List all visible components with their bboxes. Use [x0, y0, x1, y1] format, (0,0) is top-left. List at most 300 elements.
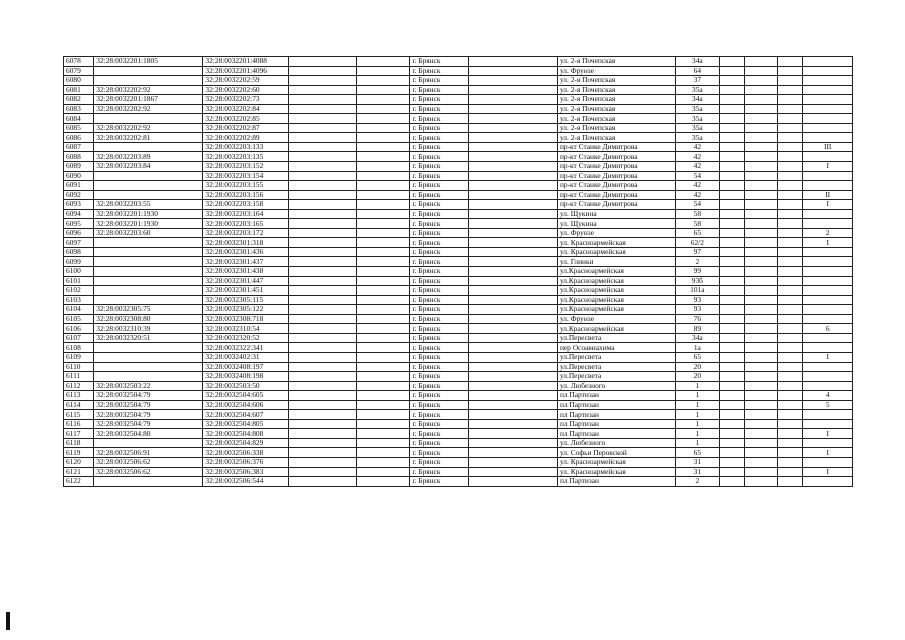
parcel-cadastral-number-cell: 32:28:0032305:75 — [94, 305, 203, 315]
apartment-cell — [803, 114, 853, 124]
empty-cell — [469, 276, 558, 286]
empty-cell — [289, 209, 357, 219]
street-cell: ул.Красноармейская — [557, 324, 675, 334]
table-row — [64, 257, 853, 267]
empty-cell — [356, 257, 410, 267]
empty-cell — [356, 66, 410, 76]
empty-cell — [289, 429, 357, 439]
empty-cell — [289, 219, 357, 229]
parcel-cadastral-number-cell — [94, 76, 203, 86]
table-row — [64, 457, 853, 467]
empty-cell — [289, 114, 357, 124]
empty-cell — [356, 85, 410, 95]
row-number-cell: 6086 — [64, 133, 94, 143]
apartment-cell — [803, 247, 853, 257]
empty-cell — [719, 314, 744, 324]
parcel-cadastral-number-cell: 32:28:0032201:1867 — [94, 95, 203, 105]
house-number-cell: 99 — [676, 267, 719, 277]
apartment-cell — [803, 85, 853, 95]
empty-cell — [469, 410, 558, 420]
street-cell: ул.Красноармейская — [557, 305, 675, 315]
table-row — [64, 209, 853, 219]
street-cell: ул. Красноармейская — [557, 247, 675, 257]
table-row — [64, 247, 853, 257]
row-number-cell: 6082 — [64, 95, 94, 105]
empty-cell — [778, 181, 803, 191]
row-number-cell: 6108 — [64, 343, 94, 353]
street-cell: ул. 2-я Почепская — [557, 104, 675, 114]
table-row — [64, 57, 853, 67]
empty-cell — [778, 66, 803, 76]
empty-cell — [469, 190, 558, 200]
object-cadastral-number-cell: 32:28:0032201:4096 — [203, 66, 289, 76]
table-row — [64, 66, 853, 76]
city-cell: г. Брянск — [410, 448, 469, 458]
empty-cell — [778, 114, 803, 124]
city-cell: г. Брянск — [410, 171, 469, 181]
empty-cell — [778, 362, 803, 372]
house-number-cell: 42 — [676, 152, 719, 162]
parcel-cadastral-number-cell: 32:28:0032506:91 — [94, 448, 203, 458]
object-cadastral-number-cell: 32:28:0032506:338 — [203, 448, 289, 458]
object-cadastral-number-cell: 32:28:0032506:383 — [203, 467, 289, 477]
object-cadastral-number-cell: 32:28:0032402:31 — [203, 352, 289, 362]
apartment-cell — [803, 209, 853, 219]
empty-cell — [778, 295, 803, 305]
parcel-cadastral-number-cell: 32:28:0032504:79 — [94, 400, 203, 410]
object-cadastral-number-cell: 32:28:0032301:451 — [203, 286, 289, 296]
empty-cell — [744, 85, 777, 95]
street-cell: ул. 2-я Почепская — [557, 57, 675, 67]
parcel-cadastral-number-cell — [94, 181, 203, 191]
empty-cell — [719, 114, 744, 124]
empty-cell — [778, 152, 803, 162]
empty-cell — [744, 343, 777, 353]
empty-cell — [289, 200, 357, 210]
empty-cell — [356, 276, 410, 286]
empty-cell — [744, 152, 777, 162]
table-row — [64, 467, 853, 477]
table-row — [64, 95, 853, 105]
empty-cell — [744, 410, 777, 420]
empty-cell — [744, 267, 777, 277]
empty-cell — [469, 257, 558, 267]
object-cadastral-number-cell: 32:28:0032202:84 — [203, 104, 289, 114]
empty-cell — [469, 438, 558, 448]
empty-cell — [289, 286, 357, 296]
parcel-cadastral-number-cell: 32:28:0032320:51 — [94, 333, 203, 343]
row-number-cell: 6116 — [64, 419, 94, 429]
empty-cell — [356, 267, 410, 277]
house-number-cell: 54 — [676, 200, 719, 210]
empty-cell — [469, 104, 558, 114]
table-row — [64, 352, 853, 362]
row-number-cell: 6100 — [64, 267, 94, 277]
house-number-cell: 64 — [676, 66, 719, 76]
house-number-cell: 1 — [676, 391, 719, 401]
empty-cell — [469, 238, 558, 248]
row-number-cell: 6121 — [64, 467, 94, 477]
empty-cell — [719, 200, 744, 210]
city-cell: г. Брянск — [410, 295, 469, 305]
table-row — [64, 324, 853, 334]
table-row — [64, 181, 853, 191]
empty-cell — [289, 438, 357, 448]
row-number-cell: 6117 — [64, 429, 94, 439]
empty-cell — [719, 295, 744, 305]
empty-cell — [778, 343, 803, 353]
empty-cell — [356, 57, 410, 67]
city-cell: г. Брянск — [410, 286, 469, 296]
parcel-cadastral-number-cell: 32:28:0032201:1930 — [94, 209, 203, 219]
row-number-cell: 6088 — [64, 152, 94, 162]
street-cell: ул.Пересвета — [557, 352, 675, 362]
empty-cell — [744, 467, 777, 477]
apartment-cell: I — [803, 429, 853, 439]
city-cell: г. Брянск — [410, 85, 469, 95]
city-cell: г. Брянск — [410, 76, 469, 86]
empty-cell — [289, 467, 357, 477]
empty-cell — [289, 477, 357, 487]
empty-cell — [778, 381, 803, 391]
empty-cell — [778, 104, 803, 114]
street-cell: пл Партизан — [557, 410, 675, 420]
object-cadastral-number-cell: 32:28:0032506:544 — [203, 477, 289, 487]
empty-cell — [356, 162, 410, 172]
apartment-cell — [803, 57, 853, 67]
table-row — [64, 362, 853, 372]
empty-cell — [744, 228, 777, 238]
object-cadastral-number-cell: 32:28:0032301:437 — [203, 257, 289, 267]
empty-cell — [719, 448, 744, 458]
table-row — [64, 238, 853, 248]
parcel-cadastral-number-cell: 32:28:0032503:22 — [94, 381, 203, 391]
empty-cell — [289, 76, 357, 86]
city-cell: г. Брянск — [410, 419, 469, 429]
parcel-cadastral-number-cell: 32:28:0032203:55 — [94, 200, 203, 210]
row-number-cell: 6096 — [64, 228, 94, 238]
empty-cell — [289, 228, 357, 238]
house-number-cell: 1 — [676, 438, 719, 448]
empty-cell — [289, 181, 357, 191]
street-cell: пр-кт Станке Димитрова — [557, 152, 675, 162]
row-number-cell: 6079 — [64, 66, 94, 76]
empty-cell — [356, 123, 410, 133]
empty-cell — [778, 267, 803, 277]
row-number-cell: 6083 — [64, 104, 94, 114]
empty-cell — [469, 391, 558, 401]
empty-cell — [289, 123, 357, 133]
city-cell: г. Брянск — [410, 372, 469, 382]
empty-cell — [778, 286, 803, 296]
house-number-cell: 42 — [676, 181, 719, 191]
street-cell: ул. Любезного — [557, 381, 675, 391]
empty-cell — [469, 133, 558, 143]
street-cell: пр-кт Станке Димитрова — [557, 162, 675, 172]
house-number-cell: 65 — [676, 448, 719, 458]
empty-cell — [469, 66, 558, 76]
apartment-cell — [803, 133, 853, 143]
street-cell: пр-кт Станке Димитрова — [557, 171, 675, 181]
apartment-cell: II — [803, 190, 853, 200]
object-cadastral-number-cell: 32:28:0032203:156 — [203, 190, 289, 200]
street-cell: пл Партизан — [557, 429, 675, 439]
empty-cell — [719, 142, 744, 152]
table-row — [64, 438, 853, 448]
apartment-cell — [803, 95, 853, 105]
table-row — [64, 305, 853, 315]
apartment-cell — [803, 295, 853, 305]
empty-cell — [744, 391, 777, 401]
empty-cell — [744, 419, 777, 429]
parcel-cadastral-number-cell: 32:28:0032504:80 — [94, 429, 203, 439]
table-row — [64, 85, 853, 95]
empty-cell — [744, 429, 777, 439]
street-cell: ул.Пересвета — [557, 333, 675, 343]
empty-cell — [289, 85, 357, 95]
empty-cell — [744, 123, 777, 133]
parcel-cadastral-number-cell — [94, 343, 203, 353]
parcel-cadastral-number-cell — [94, 238, 203, 248]
empty-cell — [356, 228, 410, 238]
parcel-cadastral-number-cell: 32:28:0032202:92 — [94, 104, 203, 114]
empty-cell — [719, 85, 744, 95]
city-cell: г. Брянск — [410, 362, 469, 372]
row-number-cell: 6112 — [64, 381, 94, 391]
empty-cell — [719, 286, 744, 296]
house-number-cell: 1 — [676, 410, 719, 420]
parcel-cadastral-number-cell — [94, 247, 203, 257]
city-cell: г. Брянск — [410, 57, 469, 67]
house-number-cell: 34а — [676, 333, 719, 343]
apartment-cell — [803, 66, 853, 76]
empty-cell — [778, 57, 803, 67]
row-number-cell: 6119 — [64, 448, 94, 458]
table-row — [64, 372, 853, 382]
empty-cell — [778, 257, 803, 267]
empty-cell — [778, 142, 803, 152]
empty-cell — [719, 219, 744, 229]
table-row — [64, 333, 853, 343]
parcel-cadastral-number-cell: 32:28:0032504:79 — [94, 410, 203, 420]
empty-cell — [744, 324, 777, 334]
empty-cell — [744, 438, 777, 448]
apartment-cell: 2 — [803, 228, 853, 238]
empty-cell — [356, 219, 410, 229]
city-cell: г. Брянск — [410, 162, 469, 172]
city-cell: г. Брянск — [410, 257, 469, 267]
empty-cell — [719, 181, 744, 191]
empty-cell — [719, 267, 744, 277]
row-number-cell: 6092 — [64, 190, 94, 200]
city-cell: г. Брянск — [410, 314, 469, 324]
house-number-cell: 20 — [676, 362, 719, 372]
empty-cell — [469, 457, 558, 467]
empty-cell — [469, 343, 558, 353]
apartment-cell — [803, 362, 853, 372]
empty-cell — [356, 352, 410, 362]
empty-cell — [719, 419, 744, 429]
empty-cell — [356, 400, 410, 410]
empty-cell — [289, 352, 357, 362]
house-number-cell: 31 — [676, 467, 719, 477]
object-cadastral-number-cell: 32:28:0032504:606 — [203, 400, 289, 410]
empty-cell — [356, 133, 410, 143]
empty-cell — [778, 228, 803, 238]
empty-cell — [469, 314, 558, 324]
empty-cell — [469, 152, 558, 162]
empty-cell — [719, 333, 744, 343]
empty-cell — [719, 467, 744, 477]
apartment-cell — [803, 314, 853, 324]
empty-cell — [778, 477, 803, 487]
row-number-cell: 6085 — [64, 123, 94, 133]
row-number-cell: 6099 — [64, 257, 94, 267]
empty-cell — [356, 324, 410, 334]
street-cell: пр-кт Станке Димитрова — [557, 142, 675, 152]
parcel-cadastral-number-cell: 32:28:0032506:62 — [94, 457, 203, 467]
street-cell: ул.Красноармейская — [557, 267, 675, 277]
empty-cell — [289, 391, 357, 401]
empty-cell — [778, 123, 803, 133]
empty-cell — [778, 467, 803, 477]
street-cell: ул. Софьи Перовской — [557, 448, 675, 458]
table-row — [64, 429, 853, 439]
row-number-cell: 6095 — [64, 219, 94, 229]
empty-cell — [778, 209, 803, 219]
street-cell: ул. Глинки — [557, 257, 675, 267]
empty-cell — [719, 66, 744, 76]
object-cadastral-number-cell: 32:28:0032203:164 — [203, 209, 289, 219]
parcel-cadastral-number-cell: 32:28:0032203:84 — [94, 162, 203, 172]
register-sheet — [63, 56, 853, 487]
empty-cell — [744, 448, 777, 458]
apartment-cell — [803, 123, 853, 133]
empty-cell — [356, 95, 410, 105]
parcel-cadastral-number-cell: 32:28:0032506:62 — [94, 467, 203, 477]
empty-cell — [356, 190, 410, 200]
parcel-cadastral-number-cell — [94, 190, 203, 200]
street-cell: пл Партизан — [557, 400, 675, 410]
empty-cell — [356, 305, 410, 315]
table-row — [64, 381, 853, 391]
apartment-cell — [803, 410, 853, 420]
empty-cell — [719, 133, 744, 143]
table-row — [64, 314, 853, 324]
house-number-cell: 2 — [676, 257, 719, 267]
apartment-cell: 6 — [803, 324, 853, 334]
row-number-cell: 6122 — [64, 477, 94, 487]
table-row — [64, 228, 853, 238]
apartment-cell — [803, 381, 853, 391]
row-number-cell: 6114 — [64, 400, 94, 410]
empty-cell — [289, 66, 357, 76]
city-cell: г. Брянск — [410, 228, 469, 238]
object-cadastral-number-cell: 32:28:0032203:155 — [203, 181, 289, 191]
parcel-cadastral-number-cell — [94, 295, 203, 305]
apartment-cell — [803, 438, 853, 448]
empty-cell — [356, 181, 410, 191]
object-cadastral-number-cell: 32:28:0032202:87 — [203, 123, 289, 133]
empty-cell — [356, 104, 410, 114]
street-cell: ул. Фрунзе — [557, 314, 675, 324]
empty-cell — [289, 314, 357, 324]
row-number-cell: 6106 — [64, 324, 94, 334]
empty-cell — [719, 162, 744, 172]
street-cell: пр-кт Станке Димитрова — [557, 200, 675, 210]
object-cadastral-number-cell: 32:28:0032408:198 — [203, 372, 289, 382]
parcel-cadastral-number-cell — [94, 372, 203, 382]
street-cell: пр-кт Станке Димитрова — [557, 181, 675, 191]
city-cell: г. Брянск — [410, 438, 469, 448]
table-row — [64, 190, 853, 200]
row-number-cell: 6115 — [64, 410, 94, 420]
empty-cell — [469, 142, 558, 152]
apartment-cell — [803, 419, 853, 429]
empty-cell — [744, 247, 777, 257]
empty-cell — [289, 171, 357, 181]
apartment-cell — [803, 305, 853, 315]
empty-cell — [289, 343, 357, 353]
parcel-cadastral-number-cell: 32:28:0032504:79 — [94, 391, 203, 401]
row-number-cell: 6098 — [64, 247, 94, 257]
house-number-cell: 34а — [676, 57, 719, 67]
row-number-cell: 6118 — [64, 438, 94, 448]
row-number-cell: 6084 — [64, 114, 94, 124]
empty-cell — [719, 391, 744, 401]
apartment-cell — [803, 104, 853, 114]
apartment-cell: I — [803, 352, 853, 362]
empty-cell — [744, 209, 777, 219]
table-row — [64, 123, 853, 133]
empty-cell — [469, 419, 558, 429]
empty-cell — [469, 162, 558, 172]
object-cadastral-number-cell: 32:28:0032203:158 — [203, 200, 289, 210]
parcel-cadastral-number-cell — [94, 257, 203, 267]
empty-cell — [356, 76, 410, 86]
city-cell: г. Брянск — [410, 333, 469, 343]
empty-cell — [744, 66, 777, 76]
empty-cell — [778, 429, 803, 439]
empty-cell — [778, 438, 803, 448]
city-cell: г. Брянск — [410, 477, 469, 487]
empty-cell — [356, 238, 410, 248]
parcel-cadastral-number-cell: 32:28:0032201:1805 — [94, 57, 203, 67]
street-cell: ул. 2-я Почепская — [557, 133, 675, 143]
empty-cell — [744, 190, 777, 200]
parcel-cadastral-number-cell — [94, 114, 203, 124]
city-cell: г. Брянск — [410, 95, 469, 105]
empty-cell — [469, 467, 558, 477]
apartment-cell — [803, 257, 853, 267]
house-number-cell: 54 — [676, 171, 719, 181]
empty-cell — [356, 114, 410, 124]
row-number-cell: 6087 — [64, 142, 94, 152]
empty-cell — [719, 410, 744, 420]
object-cadastral-number-cell: 32:28:0032301:438 — [203, 267, 289, 277]
house-number-cell: 2 — [676, 477, 719, 487]
empty-cell — [719, 228, 744, 238]
table-row — [64, 267, 853, 277]
empty-cell — [719, 400, 744, 410]
street-cell: ул. 2-я Почепская — [557, 114, 675, 124]
empty-cell — [744, 295, 777, 305]
empty-cell — [778, 372, 803, 382]
empty-cell — [469, 267, 558, 277]
house-number-cell: 1а — [676, 343, 719, 353]
empty-cell — [744, 171, 777, 181]
empty-cell — [469, 219, 558, 229]
